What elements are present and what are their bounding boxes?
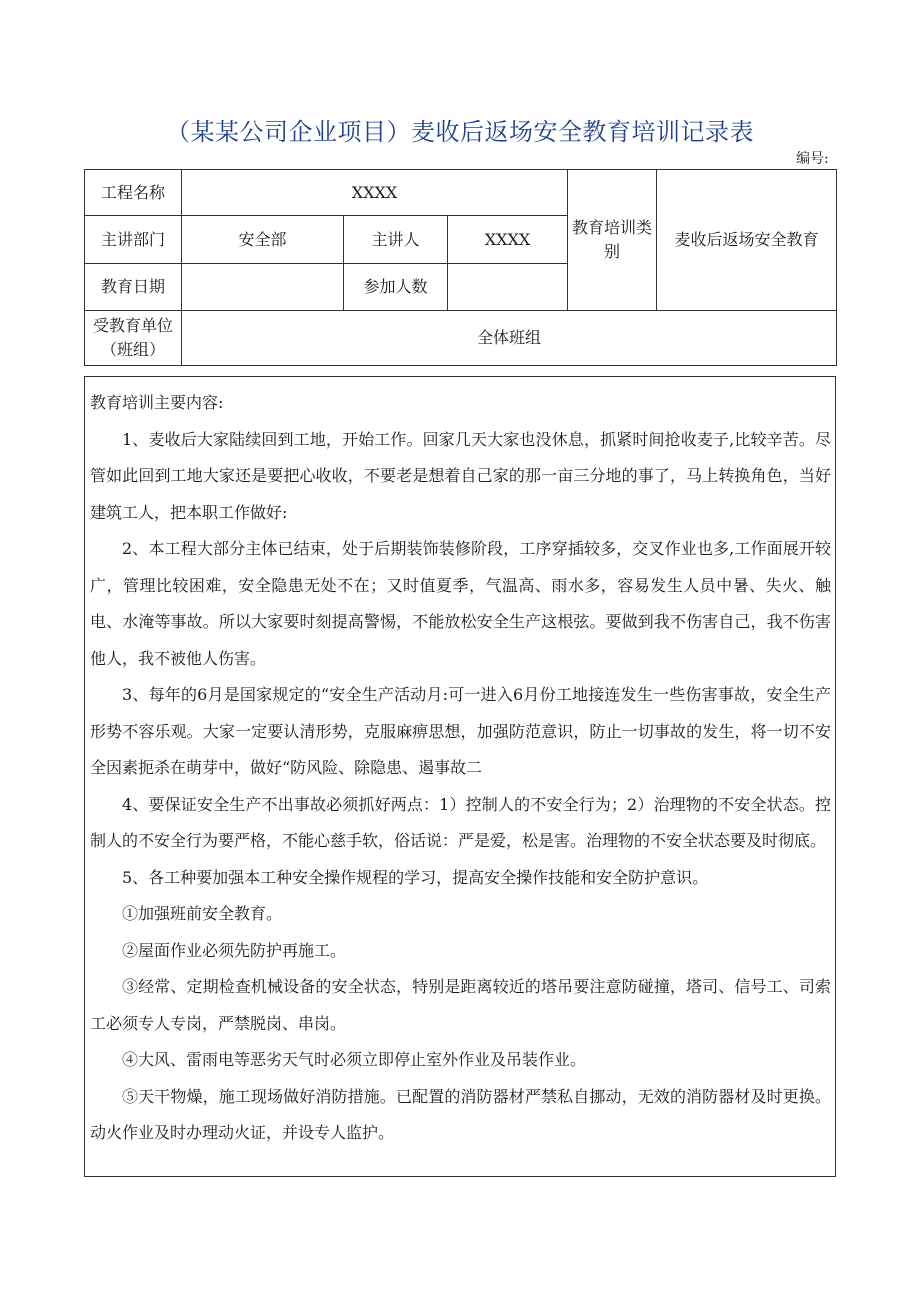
content-paragraph: 2、本工程大部分主体已结束，处于后期装饰装修阶段，工序穿插较多，交叉作业也多,工作面展开较广，管理比较困难，安全隐患无处不在；又时值夏季，气温高、雨水多，容易发生人员中暑、失火、触电、水淹等事故。所以大家要时刻提高警惕，不能放松安全生产这根弦。要做到我不伤害自己，我不伤害他人，我不被他人伤害。 [90,539,831,668]
project-name-label: 工程名称 [85,170,182,216]
serial-number-label: 编号: [796,151,829,167]
content-paragraph: 1、麦收后大家陆续回到工地，开始工作。回家几天大家也没休息，抓紧时间抢收麦子,比较辛苦。尽管如此回到工地大家还是要把心收收，不要老是想着自己家的那一亩三分地的事了，马上转换角色，当好建筑工人，把本职工作做好: [90,429,831,522]
content-paragraph: 4、要保证安全生产不出事故必须抓好两点：1）控制人的不安全行为；2）治理物的不安全状态。控制人的不安全行为要严格，不能心慈手软，俗话说：严是爱，松是害。治理物的不安全状态要及时彻底。 [90,794,831,850]
content-paragraph: ③经常、定期检查机械设备的安全状态，特别是距离较近的塔吊要注意防碰撞，塔司、信号工、司索工必须专人专岗，严禁脱岗、串岗。 [90,977,831,1033]
speaker-value: XXXX [448,216,568,264]
training-content-box [84,376,836,1177]
content-paragraph: ④大风、雷雨电等恶劣天气时必须立即停止室外作业及吊装作业。 [122,1050,587,1069]
content-paragraph: 3、每年的6月是国家规定的“安全生产活动月:可一进入6月份工地接连发生一些伤害事故，安全生产形势不容乐观。大家一定要认清形势，克服麻痹思想，加强防范意识，防止一切事故的发生，将一切不安全因素扼杀在萌芽中，做好“防风险、除隐患、遏事故二 [90,685,831,777]
participants-label: 参加人数 [344,264,448,311]
content-paragraph: ②屋面作业必须先防护再施工。 [122,940,347,960]
info-table [84,169,837,366]
content-paragraph: ⑤天干物燥，施工现场做好消防措施。已配置的消防器材严禁私自挪动，无效的消防器材及时更换。动火作业及时办理动火证，并设专人监护。 [90,1086,831,1142]
training-category-value: 麦收后返场安全教育 [657,170,837,311]
content-heading: 教育培训主要内容: [90,393,224,412]
department-value: 安全部 [182,216,344,264]
date-value [182,264,344,311]
participants-value [448,264,568,311]
trainee-unit-label: 受教育单位（班组） [85,311,182,366]
date-label: 教育日期 [85,264,182,311]
project-name-value: XXXX [182,170,568,216]
page-title: （某某公司企业项目）麦收后返场安全教育培训记录表 [166,118,754,146]
department-label: 主讲部门 [85,216,182,264]
speaker-label: 主讲人 [344,216,448,264]
training-category-label: 教育培训类别 [568,170,657,311]
trainee-unit-value: 全体班组 [182,311,837,366]
content-paragraph: ①加强班前安全教育。 [122,904,283,923]
content-paragraph: 5、各工种要加强本工种安全操作规程的学习，提高安全操作技能和安全防护意识。 [122,867,709,887]
